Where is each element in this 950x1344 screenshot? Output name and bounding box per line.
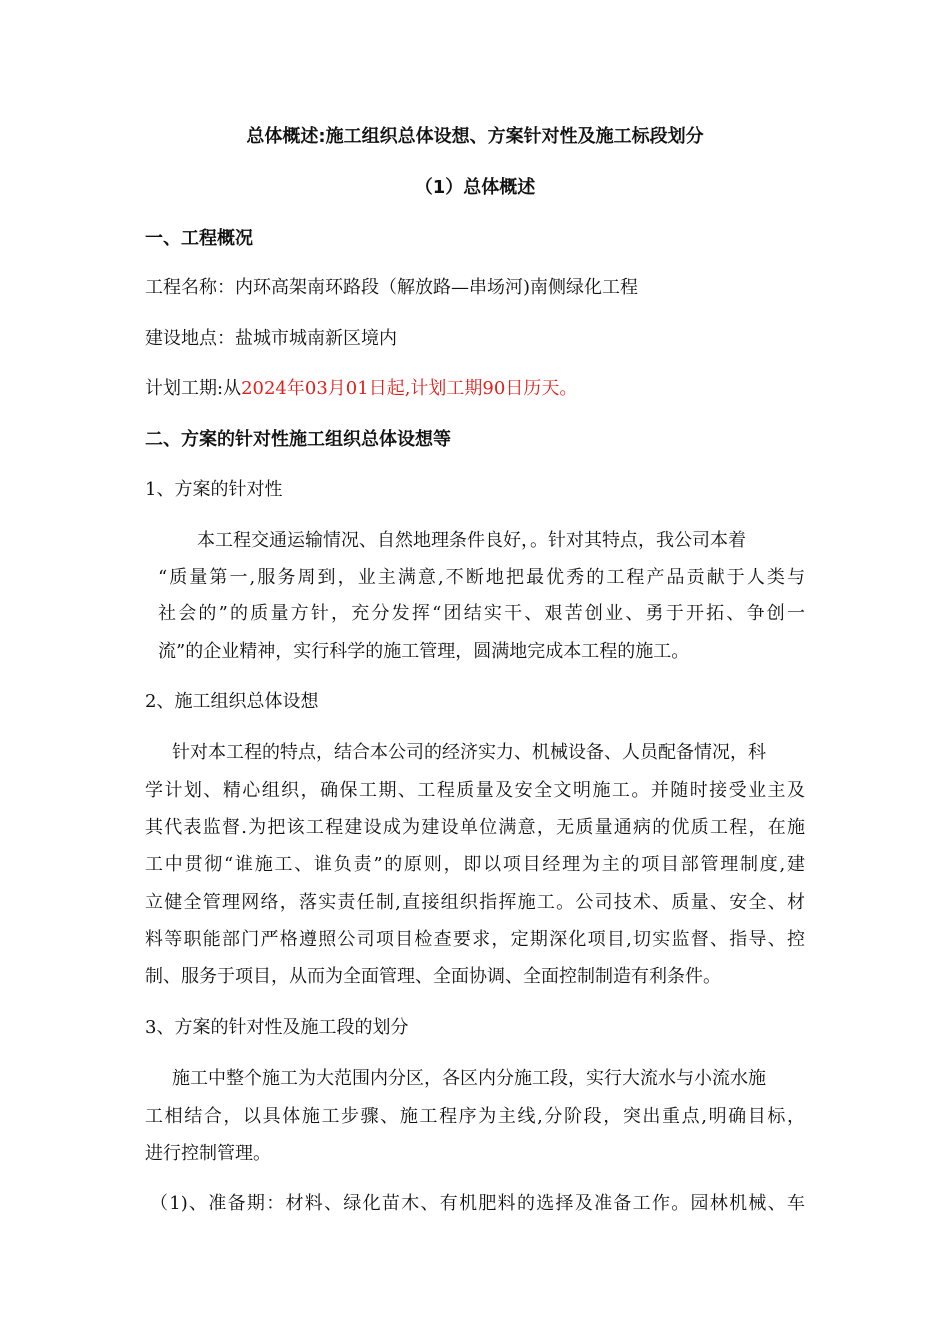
subsection-title-2: 2、施工组织总体设想 [145,691,319,712]
schedule-line [145,377,577,401]
document-subtitle: （1）总体概述 [414,177,536,198]
document-title: 总体概述:施工组织总体设想、方案针对性及施工标段划分 [246,126,704,147]
list-item-preparation: （1)、准备期：材料、绿化苗木、有机肥料的选择及准备工作。园林机械、车 [150,1193,805,1214]
subsection-title-1: 1、方案的针对性 [145,479,283,500]
paragraph-1-line-3: 社会的”的质量方针，充分发挥“团结实干、艰苦创业、勇于开拓、争创一 [158,603,805,624]
paragraph-2-line-5: 立健全管理网络，落实责任制,直接组织指挥施工。公司技术、质量、安全、材 [145,892,805,913]
paragraph-1-line-1: 本工程交通运输情况、自然地理条件良好，。针对其特点，我公司本着 [197,530,746,551]
paragraph-2-line-3: 其代表监督.为把该工程建设成为建设单位满意，无质量通病的优质工程，在施 [145,817,805,838]
paragraph-2-line-2: 学计划、精心组织，确保工期、工程质量及安全文明施工。并随时接受业主及 [145,780,805,801]
section-heading-2: 二、方案的针对性施工组织总体设想等 [145,429,451,450]
location-line: 建设地点：盐城市城南新区境内 [145,328,397,349]
paragraph-3-line-2: 工相结合，以具体施工步骤、施工程序为主线,分阶段，突出重点,明确目标， [145,1106,805,1127]
paragraph-3-line-1: 施工中整个施工为大范围内分区，各区内分施工段，实行大流水与小流水施 [172,1068,766,1089]
schedule-prefix: 计划工期:从 [145,378,242,399]
paragraph-3-line-3: 进行控制管理。 [145,1143,271,1164]
section-heading-1: 一、工程概况 [145,228,253,249]
paragraph-1-line-2: “质量第一,服务周到，业主满意,不断地把最优秀的工程产品贡献于人类与 [158,567,805,588]
paragraph-2-line-7: 制、服务于项目，从而为全面管理、全面协调、全面控制制造有利条件。 [145,966,721,987]
paragraph-2-line-6: 料等职能部门严格遵照公司项目检查要求，定期深化项目,切实监督、指导、控 [145,929,805,950]
schedule-highlight: 2024年03月01日起,计划工期90日历天。 [241,378,578,399]
paragraph-2-line-1: 针对本工程的特点，结合本公司的经济实力、机械设备、人员配备情况，科 [172,742,766,763]
project-name-line: 工程名称：内环高架南环路段（解放路—串场河)南侧绿化工程 [145,277,639,298]
paragraph-2-line-4: 工中贯彻“谁施工、谁负责”的原则，即以项目经理为主的项目部管理制度,建 [145,854,805,875]
subsection-title-3: 3、方案的针对性及施工段的划分 [145,1017,409,1038]
paragraph-1-line-4: 流”的企业精神，实行科学的施工管理，圆满地完成本工程的施工。 [158,641,690,662]
